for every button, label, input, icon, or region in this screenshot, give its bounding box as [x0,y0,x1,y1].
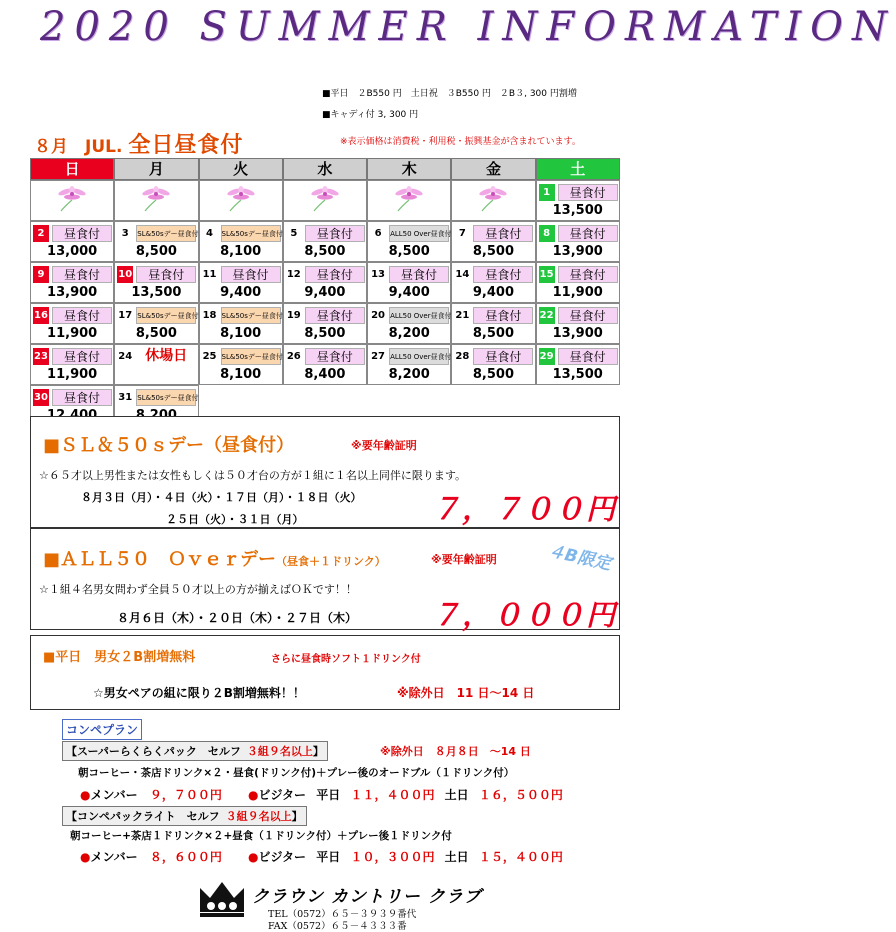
promo-sl-50s [30,416,620,528]
calendar-day-9[interactable] [30,262,114,303]
calendar-day-4[interactable] [199,221,283,262]
plan2-visitor-label: ビジター [258,850,307,864]
weekday-wed: 水 [283,158,367,180]
day-label: 昼食付 [473,225,533,242]
day-label: 昼食付 [473,348,533,365]
calendar-day-24[interactable] [114,344,198,385]
calendar-day-28[interactable] [451,344,535,385]
promo-all50-title-sub: （昼食＋１ドリンク） [276,555,386,568]
day-label: 昼食付 [305,307,365,324]
calendar-day-18[interactable] [199,303,283,344]
promo-sl-title: ■ＳＬ＆５０ｓデー（昼食付） [43,435,295,456]
day-number: 8 [539,225,555,242]
promo-all50 [30,528,620,630]
calendar-blank-cell [367,180,451,221]
plan2-condition: ３組９名以上 [225,810,292,823]
promo-all50-badge: ４B限定 [546,541,613,575]
day-price: 8,100 [220,244,262,259]
day-number: 5 [290,227,298,239]
day-price: 9,400 [472,285,515,300]
day-label: ALL50 Over昼食付 [389,225,449,242]
day-label: ALL50 Over昼食付 [389,348,449,365]
calendar-day-25[interactable] [199,344,283,385]
calendar-day-16[interactable] [30,303,114,344]
plan1-heading [62,741,328,761]
day-label: 昼食付 [305,266,365,283]
calendar-day-29[interactable] [536,344,620,385]
day-price: 13,900 [552,244,603,259]
calendar-blank-cell [199,180,283,221]
calendar-week-3 [30,303,620,344]
promo-all50-requirement: ※要年齢証明 [431,553,497,566]
calendar-week-4 [30,344,620,385]
calendar-day-26[interactable] [283,344,367,385]
plan1-condition: ３組９名以上 [246,745,313,758]
calendar-week-2 [30,262,620,303]
calendar-day-2[interactable] [30,221,114,262]
flower-icon [308,186,342,216]
day-number: 7 [458,227,466,239]
promo-sl-dates-2: ２５日（火）・３１日（月） [166,513,304,526]
day-number: 24 [118,350,133,362]
day-price: 8,500 [135,326,177,341]
tax-note: ※表示価格は消費税・利用税・振興基金が含まれています。 [340,137,581,147]
weekday-fri: 金 [451,158,535,180]
plan2-member-price: ８，６００円 [149,850,222,864]
plan2-member-label: メンバー [90,850,138,864]
plan2-heading [62,806,307,826]
day-number: 17 [118,309,133,321]
day-number: 18 [202,309,217,321]
day-label: ALL50 Over昼食付 [389,307,449,324]
calendar-day-27[interactable] [367,344,451,385]
day-label: 昼食付 [52,225,112,242]
promo-all50-description: ☆１組４名男女問わず全員５０才以上の方が揃えばＯＫです！！ [39,583,357,596]
calendar-day-3[interactable] [114,221,198,262]
day-label: SL&50sデー昼食付 [136,389,196,406]
club-fax: FAX（0572）６５－４３３３番 [268,921,407,932]
flower-icon [392,186,426,216]
calendar-blank-cell [283,180,367,221]
calendar-day-13[interactable] [367,262,451,303]
day-number: 6 [374,227,382,239]
day-label: 昼食付 [305,348,365,365]
plan1-weekday-label: 平日 [316,788,341,802]
promo-all50-dates: ８月６日（木）・２０日（木）・２７日（木） [117,611,358,625]
day-number: 29 [539,348,555,365]
crown-icon [196,878,248,918]
calendar-blank-cell [451,180,535,221]
promo-sl-price: ７，７００円 [431,492,618,526]
promo-weekday-pair [30,635,620,710]
plan1-visitor-label: ビジター [258,788,307,802]
plan2-visitor-weekday: １０，３００円 [350,850,435,864]
day-price: 13,500 [131,285,182,300]
calendar-day-5[interactable] [283,221,367,262]
calendar-header [30,158,620,180]
day-label: 昼食付 [558,348,618,365]
day-price: 11,900 [47,326,98,341]
day-label: 昼食付 [52,348,112,365]
plan1-close: 】 [312,745,324,758]
plan1-weekend-label: 土日 [444,788,469,802]
club-footer [196,876,482,932]
day-price: 13,900 [47,285,98,300]
day-number: 30 [33,389,49,406]
day-label: 昼食付 [221,266,281,283]
day-number: 15 [539,266,555,283]
flower-icon [139,186,173,216]
calendar-blank-cell [114,180,198,221]
plan2-visitor-weekend: １５，４００円 [478,850,563,864]
month-label: ８月 JUL. [34,137,123,157]
day-label: 昼食付 [558,307,618,324]
plan1-prices [80,786,563,803]
day-label: 昼食付 [52,266,112,283]
plan1-visitor-weekend: １６，５００円 [478,788,563,802]
day-price: 8,500 [472,367,515,382]
calendar-day-1[interactable] [536,180,620,221]
plan1-title: 【スーパーらくらくパック セルフ [66,745,241,758]
bullet-icon: ● [248,788,259,802]
day-price: 8,500 [472,244,515,259]
day-number: 3 [121,227,129,239]
day-number: 31 [118,391,133,403]
calendar-week-1 [30,221,620,262]
plan2-content: 朝コーヒー+茶店１ドリンク×２+昼食（１ドリンク付）＋プレー後１ドリンク付 [70,830,452,842]
calendar-blank-cell [30,180,114,221]
day-number: 13 [371,268,386,280]
calendar-day-23[interactable] [30,344,114,385]
calendar-day-21[interactable] [451,303,535,344]
calendar-week-0 [30,180,620,221]
calendar-day-8[interactable] [536,221,620,262]
promo-weekday-subtitle: さらに昼食時ソフト１ドリンク付 [271,654,421,665]
bullet-icon: ● [80,850,91,864]
club-tel: TEL（0572）６５－３９３９番代 [268,909,417,920]
day-label: SL&50sデー昼食付 [136,225,196,242]
day-price: 8,100 [220,367,262,382]
day-label: 昼食付 [389,266,449,283]
calendar-day-22[interactable] [536,303,620,344]
day-price: 8,200 [388,367,430,382]
day-number: 2 [33,225,49,242]
day-number: 4 [206,227,214,239]
day-label: SL&50sデー昼食付 [136,307,196,324]
day-price: 8,500 [388,244,430,259]
day-price: 8,500 [304,244,346,259]
month-header [34,128,243,159]
day-number: 26 [286,350,301,362]
day-label: 昼食付 [558,266,618,283]
plan1-visitor-weekday: １１，４００円 [350,788,435,802]
weekday-mon: 月 [114,158,198,180]
flower-icon [55,186,89,216]
calendar-day-11[interactable] [199,262,283,303]
day-label: SL&50sデー昼食付 [221,225,281,242]
calendar-day-14[interactable] [451,262,535,303]
day-number: 25 [202,350,217,362]
day-number: 12 [286,268,301,280]
page-title: 2020 SUMMER INFORMATION [40,4,896,50]
day-price: 11,900 [552,285,603,300]
day-label: 昼食付 [305,225,365,242]
calendar-day-15[interactable] [536,262,620,303]
day-number: 22 [539,307,555,324]
day-number: 21 [455,309,470,321]
plan2-weekend-label: 土日 [444,850,469,864]
day-number: 20 [371,309,386,321]
calendar-day-12[interactable] [283,262,367,303]
calendar-day-20[interactable] [367,303,451,344]
day-price: 13,500 [552,367,603,382]
day-price: 13,000 [47,244,98,259]
day-label: 昼食付 [52,389,112,406]
plan2-prices [80,848,563,865]
day-price: 9,400 [388,285,430,300]
day-label: 昼食付 [52,307,112,324]
plan1-member-price: ９，７００円 [149,788,222,802]
day-number: 10 [117,266,133,283]
day-number: 16 [33,307,49,324]
promo-all50-title-main: ■ＡＬＬ５０ Ｏｖｅｒデー [43,549,277,570]
promo-all50-title [43,545,386,571]
day-label: 休場日 [145,347,188,364]
day-price: 8,500 [135,244,177,259]
weekday-sun: 日 [30,158,114,180]
calendar-day-17[interactable] [114,303,198,344]
day-price: 13,500 [552,203,603,218]
day-number: 23 [33,348,49,365]
day-price: 8,500 [304,326,346,341]
comp-plan-heading: コンペプラン [62,719,142,740]
day-price: 8,100 [220,326,262,341]
day-label: 昼食付 [558,184,618,201]
day-number: 19 [286,309,301,321]
promo-sl-description: ☆６５才以上男性または女性もしくは５０才台の方が１組に１名以上同伴に限ります。 [39,469,466,482]
price-note-weekday: ■平日 ２B550 円 土日祝 ３B550 円 ２B３, 300 円割増 [322,89,577,99]
flower-icon [476,186,510,216]
promo-weekday-exclusion: ※除外日 11 日～14 日 [397,686,535,700]
day-price: 11,900 [47,367,98,382]
day-label: SL&50sデー昼食付 [221,307,281,324]
day-price: 13,900 [552,326,603,341]
calendar-day-19[interactable] [283,303,367,344]
plan2-title: 【コンペパックライト セルフ [66,810,220,823]
all-day-lunch-label: 全日昼食付 [128,133,244,158]
bullet-icon: ● [248,850,259,864]
calendar-day-7[interactable] [451,221,535,262]
day-number: 27 [371,350,386,362]
plan1-member-label: メンバー [90,788,138,802]
day-number: 9 [33,266,49,283]
plan2-close: 】 [291,810,303,823]
promo-sl-dates-1: ８月３日（月）・４日（火）・１７日（月）・１８日（火） [81,491,362,504]
day-label: 昼食付 [473,307,533,324]
plan1-content: 朝コーヒー・茶店ドリンク×２・昼食(ドリンク付)＋プレー後のオードブル（１ドリンク付） [78,767,515,779]
flower-icon [224,186,258,216]
day-price: 9,400 [220,285,262,300]
bullet-icon: ● [80,788,91,802]
promo-all50-price: ７，０００円 [431,598,618,632]
promo-weekday-title: ■平日 男女２B割増無料 [43,650,196,665]
day-price: 9,400 [304,285,346,300]
day-label: 昼食付 [136,266,196,283]
calendar-day-10[interactable] [114,262,198,303]
day-number: 28 [455,350,470,362]
calendar-day-6[interactable] [367,221,451,262]
day-price: 8,200 [388,326,430,341]
day-price: 8,400 [304,367,346,382]
plan1-exclusion: ※除外日 ８月８日 ～14 日 [380,745,531,758]
day-label: 昼食付 [558,225,618,242]
weekday-thu: 木 [367,158,451,180]
day-number: 11 [202,268,217,280]
day-number: 14 [455,268,470,280]
promo-sl-requirement: ※要年齢証明 [351,439,417,452]
day-number: 1 [539,184,555,201]
price-note-caddy: ■キャディ付 3, 300 円 [322,110,419,120]
day-label: 昼食付 [473,266,533,283]
promo-weekday-description: ☆男女ペアの組に限り２B割増無料！！ [93,686,305,700]
weekday-tue: 火 [199,158,283,180]
plan2-weekday-label: 平日 [316,850,341,864]
day-label: SL&50sデー昼食付 [221,348,281,365]
weekday-sat: 土 [536,158,620,180]
club-name: クラウン カントリー クラブ [252,887,482,907]
day-price: 8,500 [472,326,515,341]
calendar [30,158,620,426]
